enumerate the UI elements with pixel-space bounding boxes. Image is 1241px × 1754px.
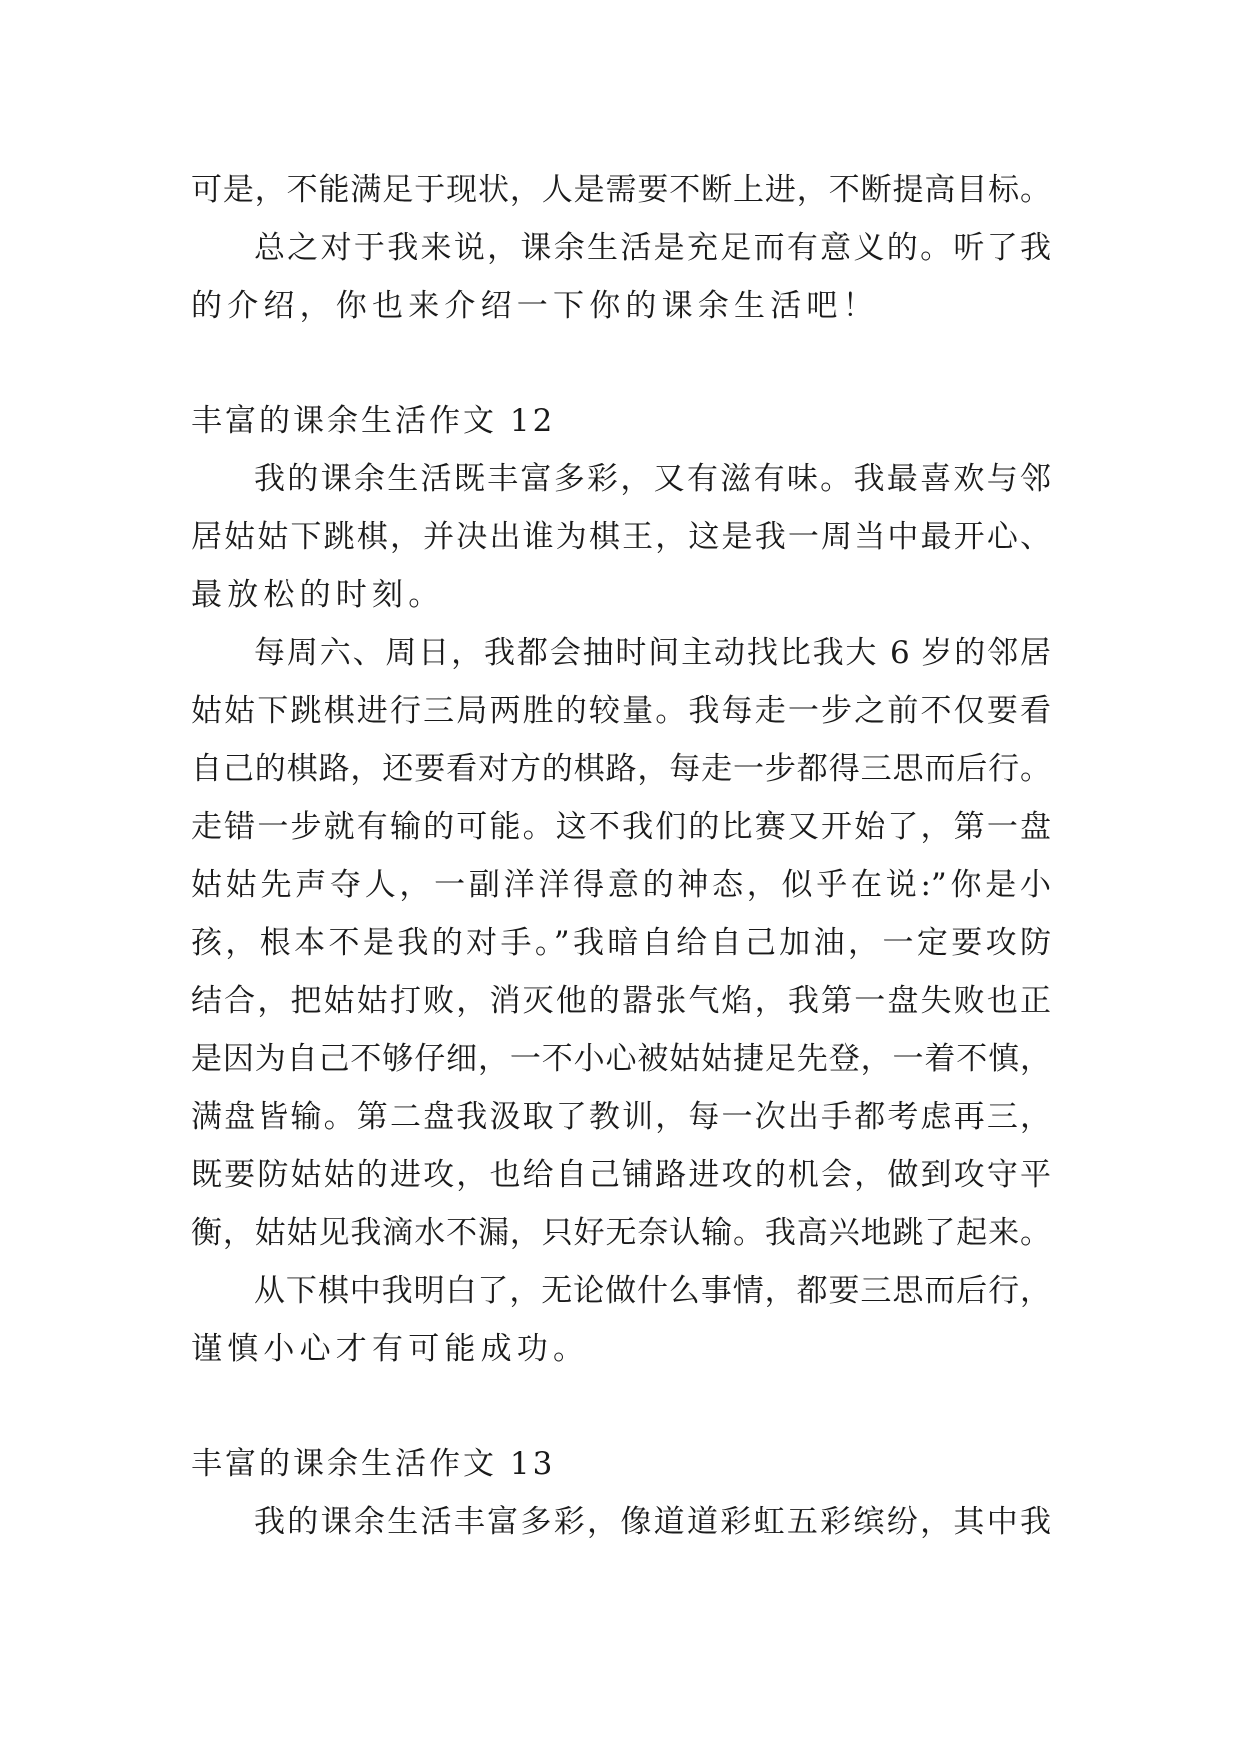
paragraph-line: 从下棋中我明白了，无论做什么事情，都要三思而后行， [254,1273,1051,1309]
paragraph-line: 走错一步就有输的可能。这不我们的比赛又开始了，第一盘 [191,809,1051,845]
paragraph-line: 居姑姑下跳棋，并决出谁为棋王，这是我一周当中最开心、 [191,519,1051,555]
paragraph-line: 我的课余生活既丰富多彩，又有滋有味。我最喜欢与邻 [254,461,1051,497]
paragraph-line: 的介绍，你也来介绍一下你的课余生活吧！ [191,288,879,324]
paragraph-line: 衡，姑姑见我滴水不漏，只好无奈认输。我高兴地跳了起来。 [191,1215,1051,1251]
paragraph-line: 结合，把姑姑打败，消灭他的嚣张气焰，我第一盘失败也正 [191,983,1051,1019]
paragraph-line: 既要防姑姑的进攻，也给自己铺路进攻的机会，做到攻守平 [191,1157,1051,1193]
paragraph-line: 可是，不能满足于现状，人是需要不断上进，不断提高目标。 [191,172,1051,208]
paragraph-line: 总之对于我来说，课余生活是充足而有意义的。听了我 [254,230,1051,266]
essay-heading: 丰富的课余生活作文 13 [191,1446,556,1482]
paragraph-line: 姑姑下跳棋进行三局两胜的较量。我每走一步之前不仅要看 [191,693,1051,729]
paragraph-line: 满盘皆输。第二盘我汲取了教训，每一次出手都考虑再三， [191,1099,1051,1135]
paragraph-line: 自己的棋路，还要看对方的棋路，每走一步都得三思而后行。 [191,751,1051,787]
paragraph-line: 每周六、周日，我都会抽时间主动找比我大 6 岁的邻居 [254,635,1051,671]
paragraph-line: 孩，根本不是我的对手。”我暗自给自己加油，一定要攻防 [191,925,1051,961]
paragraph-line: 最放松的时刻。 [191,577,445,613]
essay-heading: 丰富的课余生活作文 12 [191,403,556,439]
paragraph-line: 谨慎小心才有可能成功。 [191,1331,590,1367]
paragraph-line: 是因为自己不够仔细，一不小心被姑姑捷足先登，一着不慎， [191,1041,1051,1077]
paragraph-line: 姑姑先声夺人，一副洋洋得意的神态，似乎在说:”你是小 [191,867,1051,903]
paragraph-line: 我的课余生活丰富多彩，像道道彩虹五彩缤纷，其中我 [254,1504,1051,1540]
